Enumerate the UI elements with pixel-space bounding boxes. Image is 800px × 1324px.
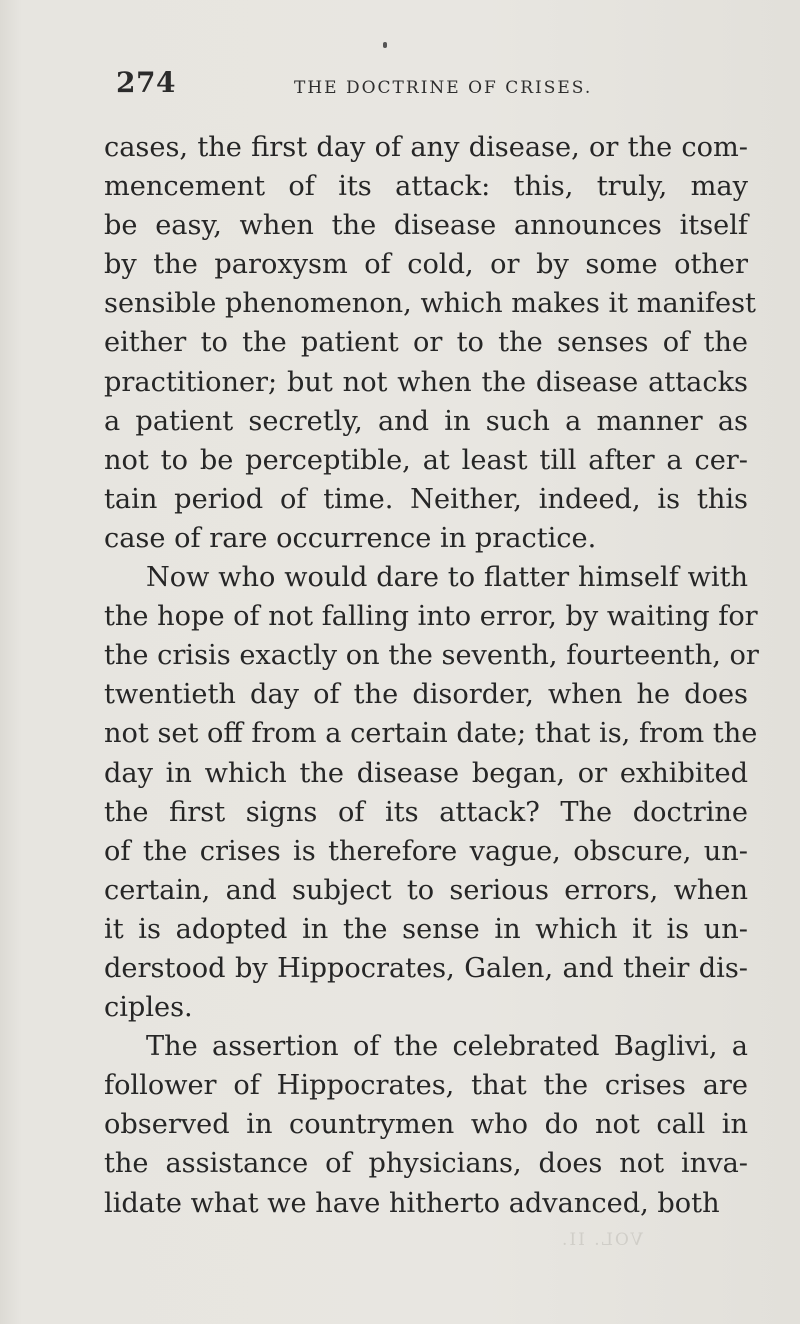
text-line: lidate what we have hitherto advanced, both: [104, 1187, 720, 1219]
text-line: not to be perceptible, at least till after a cer-: [104, 444, 748, 476]
text-line: ciples.: [104, 992, 193, 1024]
text-line: derstood by Hippocrates, Galen, and their dis-: [104, 952, 748, 984]
ink-speck: [383, 42, 387, 48]
show-through-text: VOL. II.: [560, 1230, 643, 1250]
text-line: twentieth day of the disorder, when he does: [104, 679, 748, 711]
text-line: either to the patient or to the senses of the: [104, 327, 748, 359]
body-text: [104, 128, 759, 1223]
text-line: be easy, when the disease announces itself: [104, 210, 748, 242]
paragraph-2: [104, 558, 759, 1027]
page-header: [116, 66, 756, 106]
text-line: the crisis exactly on the seventh, fourteenth, or: [104, 640, 759, 672]
text-line: day in which the disease began, or exhibited: [104, 757, 748, 789]
text-line: not set off from a certain date; that is, from the: [104, 718, 758, 750]
text-line: certain, and subject to serious errors, when: [104, 874, 748, 906]
text-line: it is adopted in the sense in which it is un-: [104, 913, 748, 945]
text-line: The assertion of the celebrated Baglivi, a: [146, 1031, 748, 1063]
text-line: a patient secretly, and in such a manner as: [104, 405, 748, 437]
text-line: observed in countrymen who do not call in: [104, 1109, 748, 1141]
text-line: sensible phenomenon, which makes it manifest: [104, 288, 756, 320]
text-line: cases, the first day of any disease, or the com-: [104, 132, 748, 163]
text-line: the assistance of physicians, does not inva-: [104, 1148, 748, 1180]
paragraph-3: [104, 1027, 748, 1222]
text-line: by the paroxysm of cold, or by some other: [104, 249, 748, 281]
text-line: mencement of its attack: this, truly, may: [104, 171, 748, 203]
text-line: tain period of time. Neither, indeed, is this: [104, 483, 748, 515]
text-line: practitioner; but not when the disease attacks: [104, 366, 748, 398]
text-line: the first signs of its attack? The doctrine: [104, 796, 748, 828]
paragraph-1: [104, 128, 756, 558]
text-line: case of rare occurrence in practice.: [104, 522, 597, 554]
text-line: the hope of not falling into error, by waiting for: [104, 601, 758, 633]
text-line: of the crises is therefore vague, obscure, un-: [104, 835, 748, 867]
running-title: THE DOCTRINE OF CRISES.: [294, 78, 593, 98]
text-line: Now who would dare to flatter himself with: [146, 562, 748, 594]
page-number: 274: [116, 66, 176, 99]
text-line: follower of Hippocrates, that the crises are: [104, 1070, 748, 1102]
